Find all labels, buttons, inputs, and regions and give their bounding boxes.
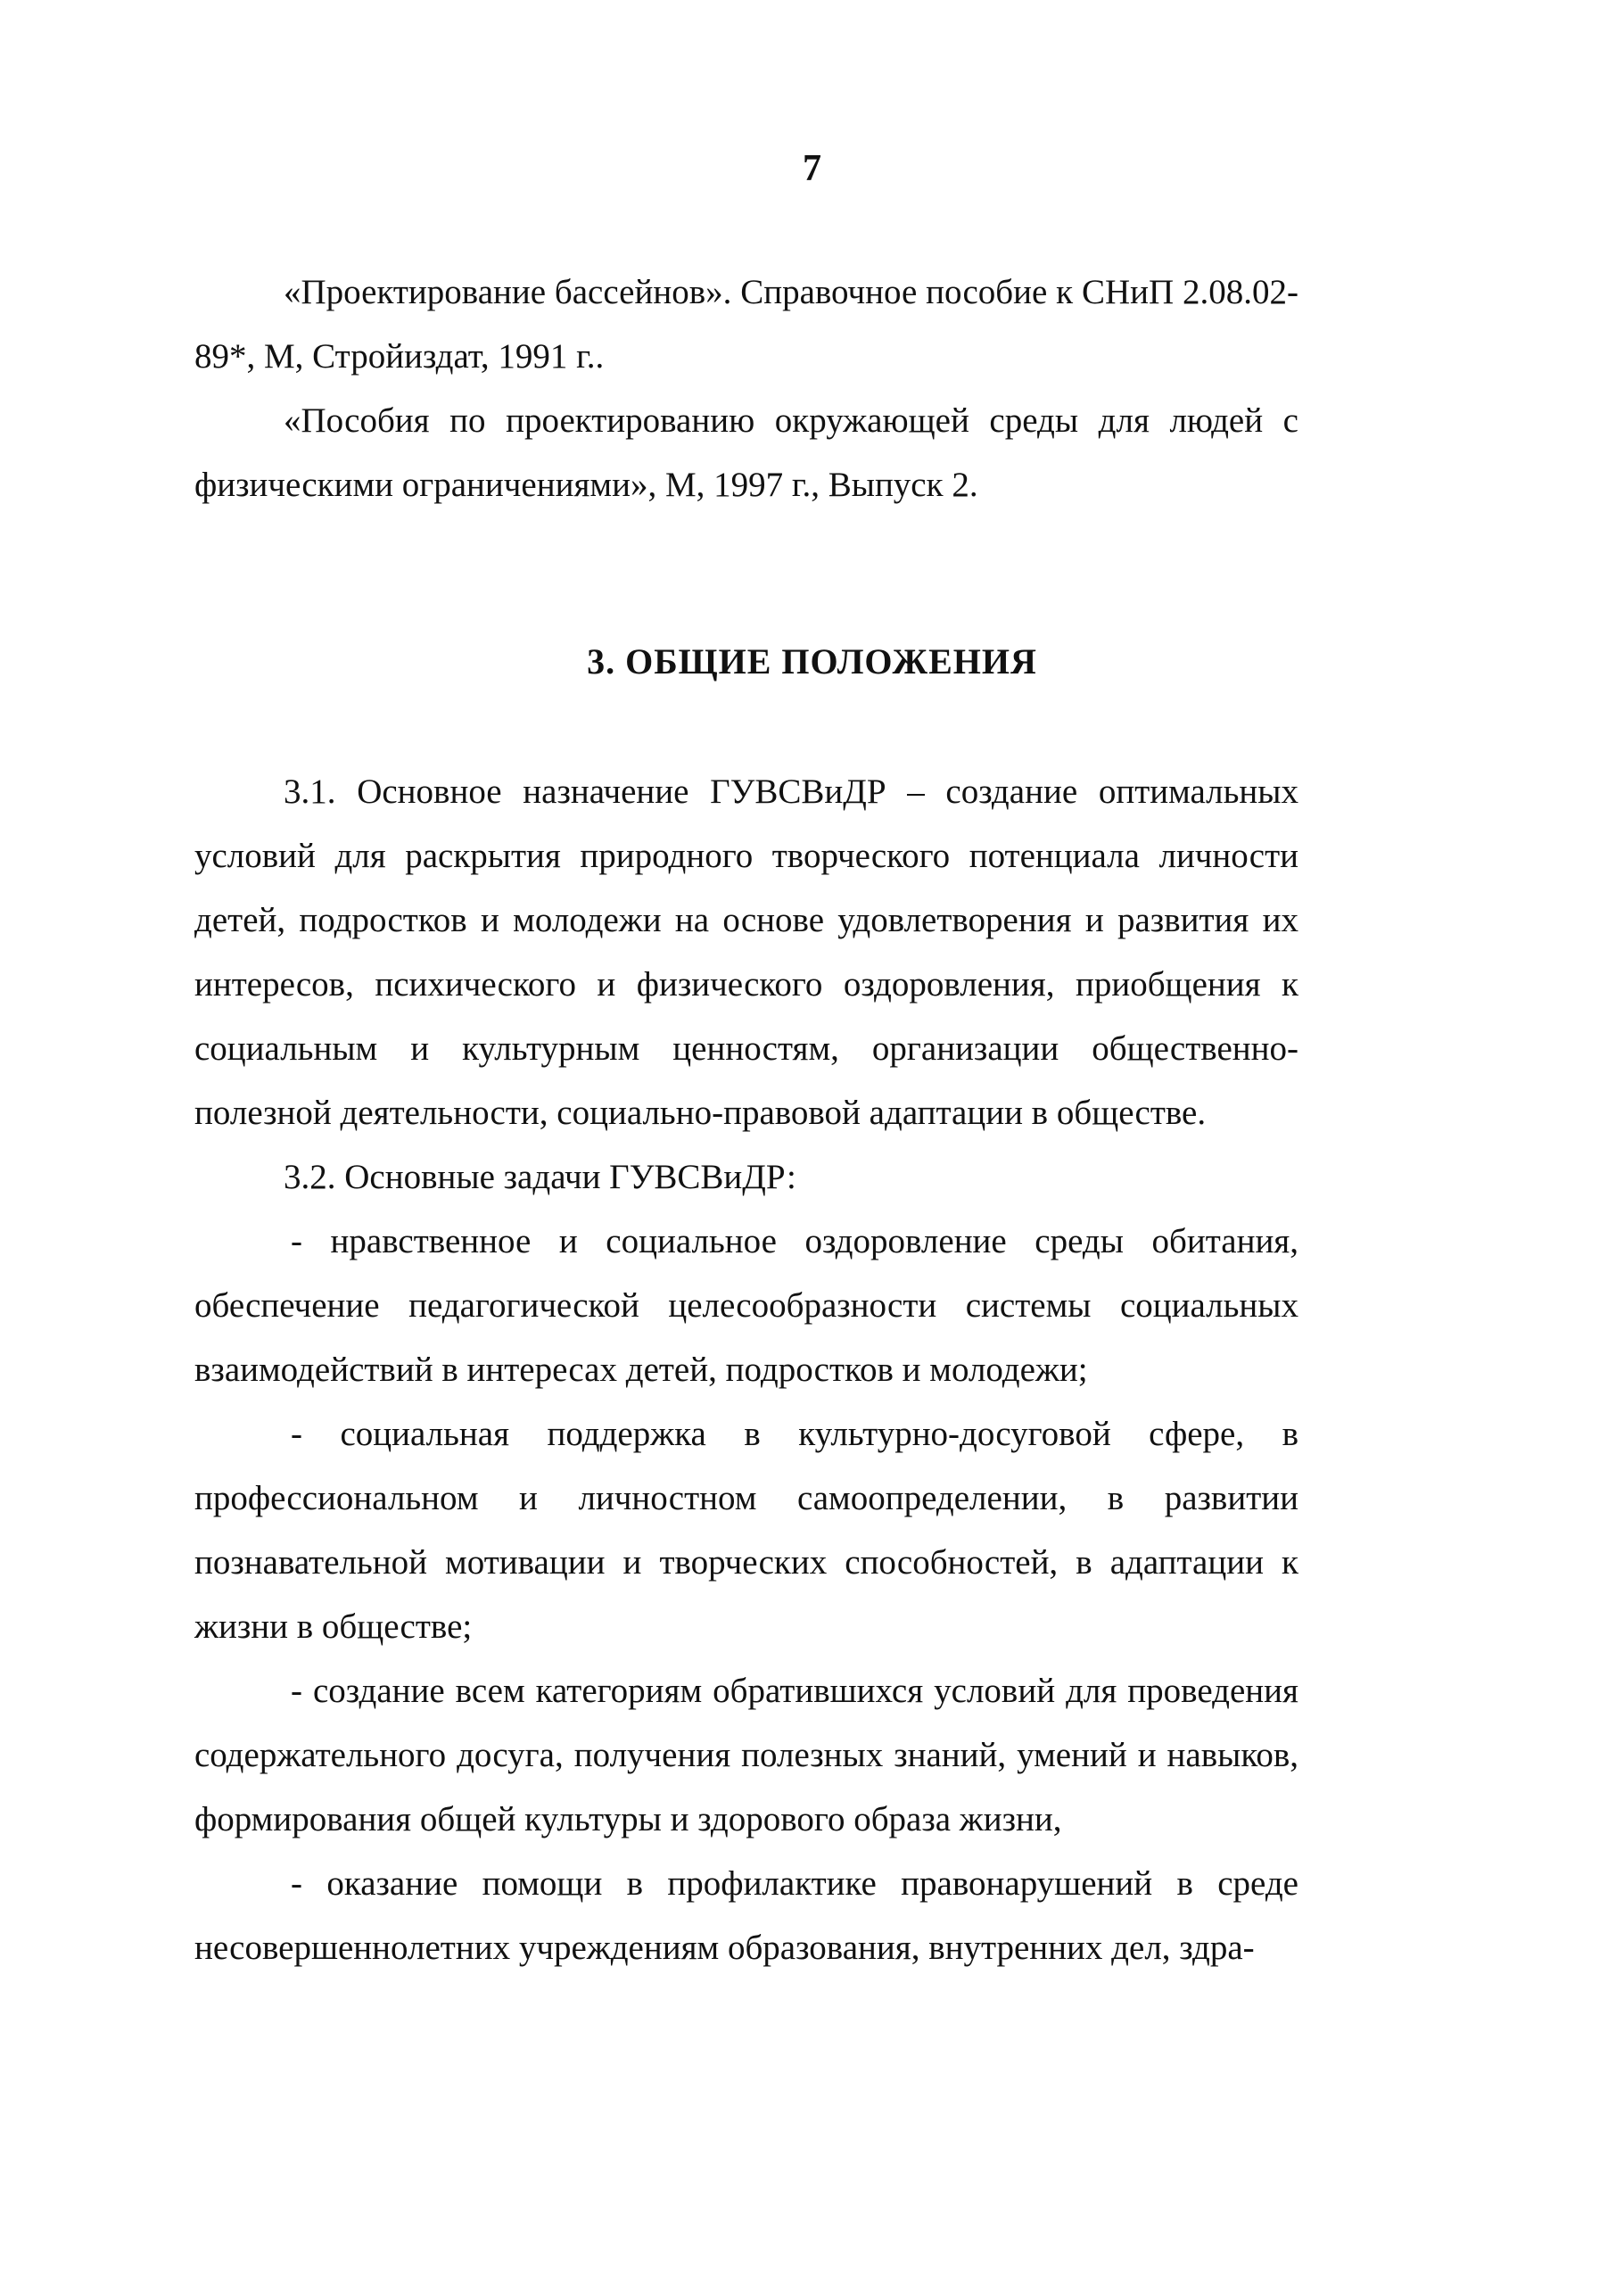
- page-number: 7: [803, 148, 821, 189]
- paragraph: 3.1. Основное назначение ГУВСВиДР – создание оптимальных условий для раскрытия природного творческого потенциала личности детей, подростков и молодежи на основе удовлетворения и развития их интересов, психического и физического оздоровления, приобщения к социальным и культурным ценностям, организации общественно-полезной деятельности, социально-правовой адаптации в обществе.: [194, 772, 1298, 1132]
- list-item: - оказание помощи в профилактике правонарушений в среде несовершеннолетних учреждениям образования, внутренних дел, здра-: [194, 1864, 1298, 1967]
- section-title: 3. ОБЩИЕ ПОЛОЖЕНИЯ: [587, 641, 1037, 682]
- body-text-block: [194, 760, 1298, 1980]
- reference-item: «Пособия по проектированию окружающей среды для людей с физическими ограничениями», М, 1997 г., Выпуск 2.: [194, 401, 1298, 504]
- references-block: [194, 260, 1298, 517]
- list-item: - создание всем категориям обратившихся условий для проведения содержательного досуга, получения полезных знаний, умений и навыков, формирования общей культуры и здорового образа жизни,: [194, 1672, 1298, 1838]
- list-item: - социальная поддержка в культурно-досуговой сфере, в профессиональном и личностном самоопределении, в развитии познавательной мотивации и творческих способностей, в адаптации к жизни в обществе;: [194, 1415, 1298, 1646]
- paragraph: 3.2. Основные задачи ГУВСВиДР:: [284, 1158, 796, 1196]
- list-item: - нравственное и социальное оздоровление среды обитания, обеспечение педагогической целесообразности системы социальных взаимодействий в интересах детей, подростков и молодежи;: [194, 1222, 1298, 1389]
- reference-item: «Проектирование бассейнов». Справочное пособие к СНиП 2.08.02-89*, М, Стройиздат, 1991 г..: [194, 273, 1298, 376]
